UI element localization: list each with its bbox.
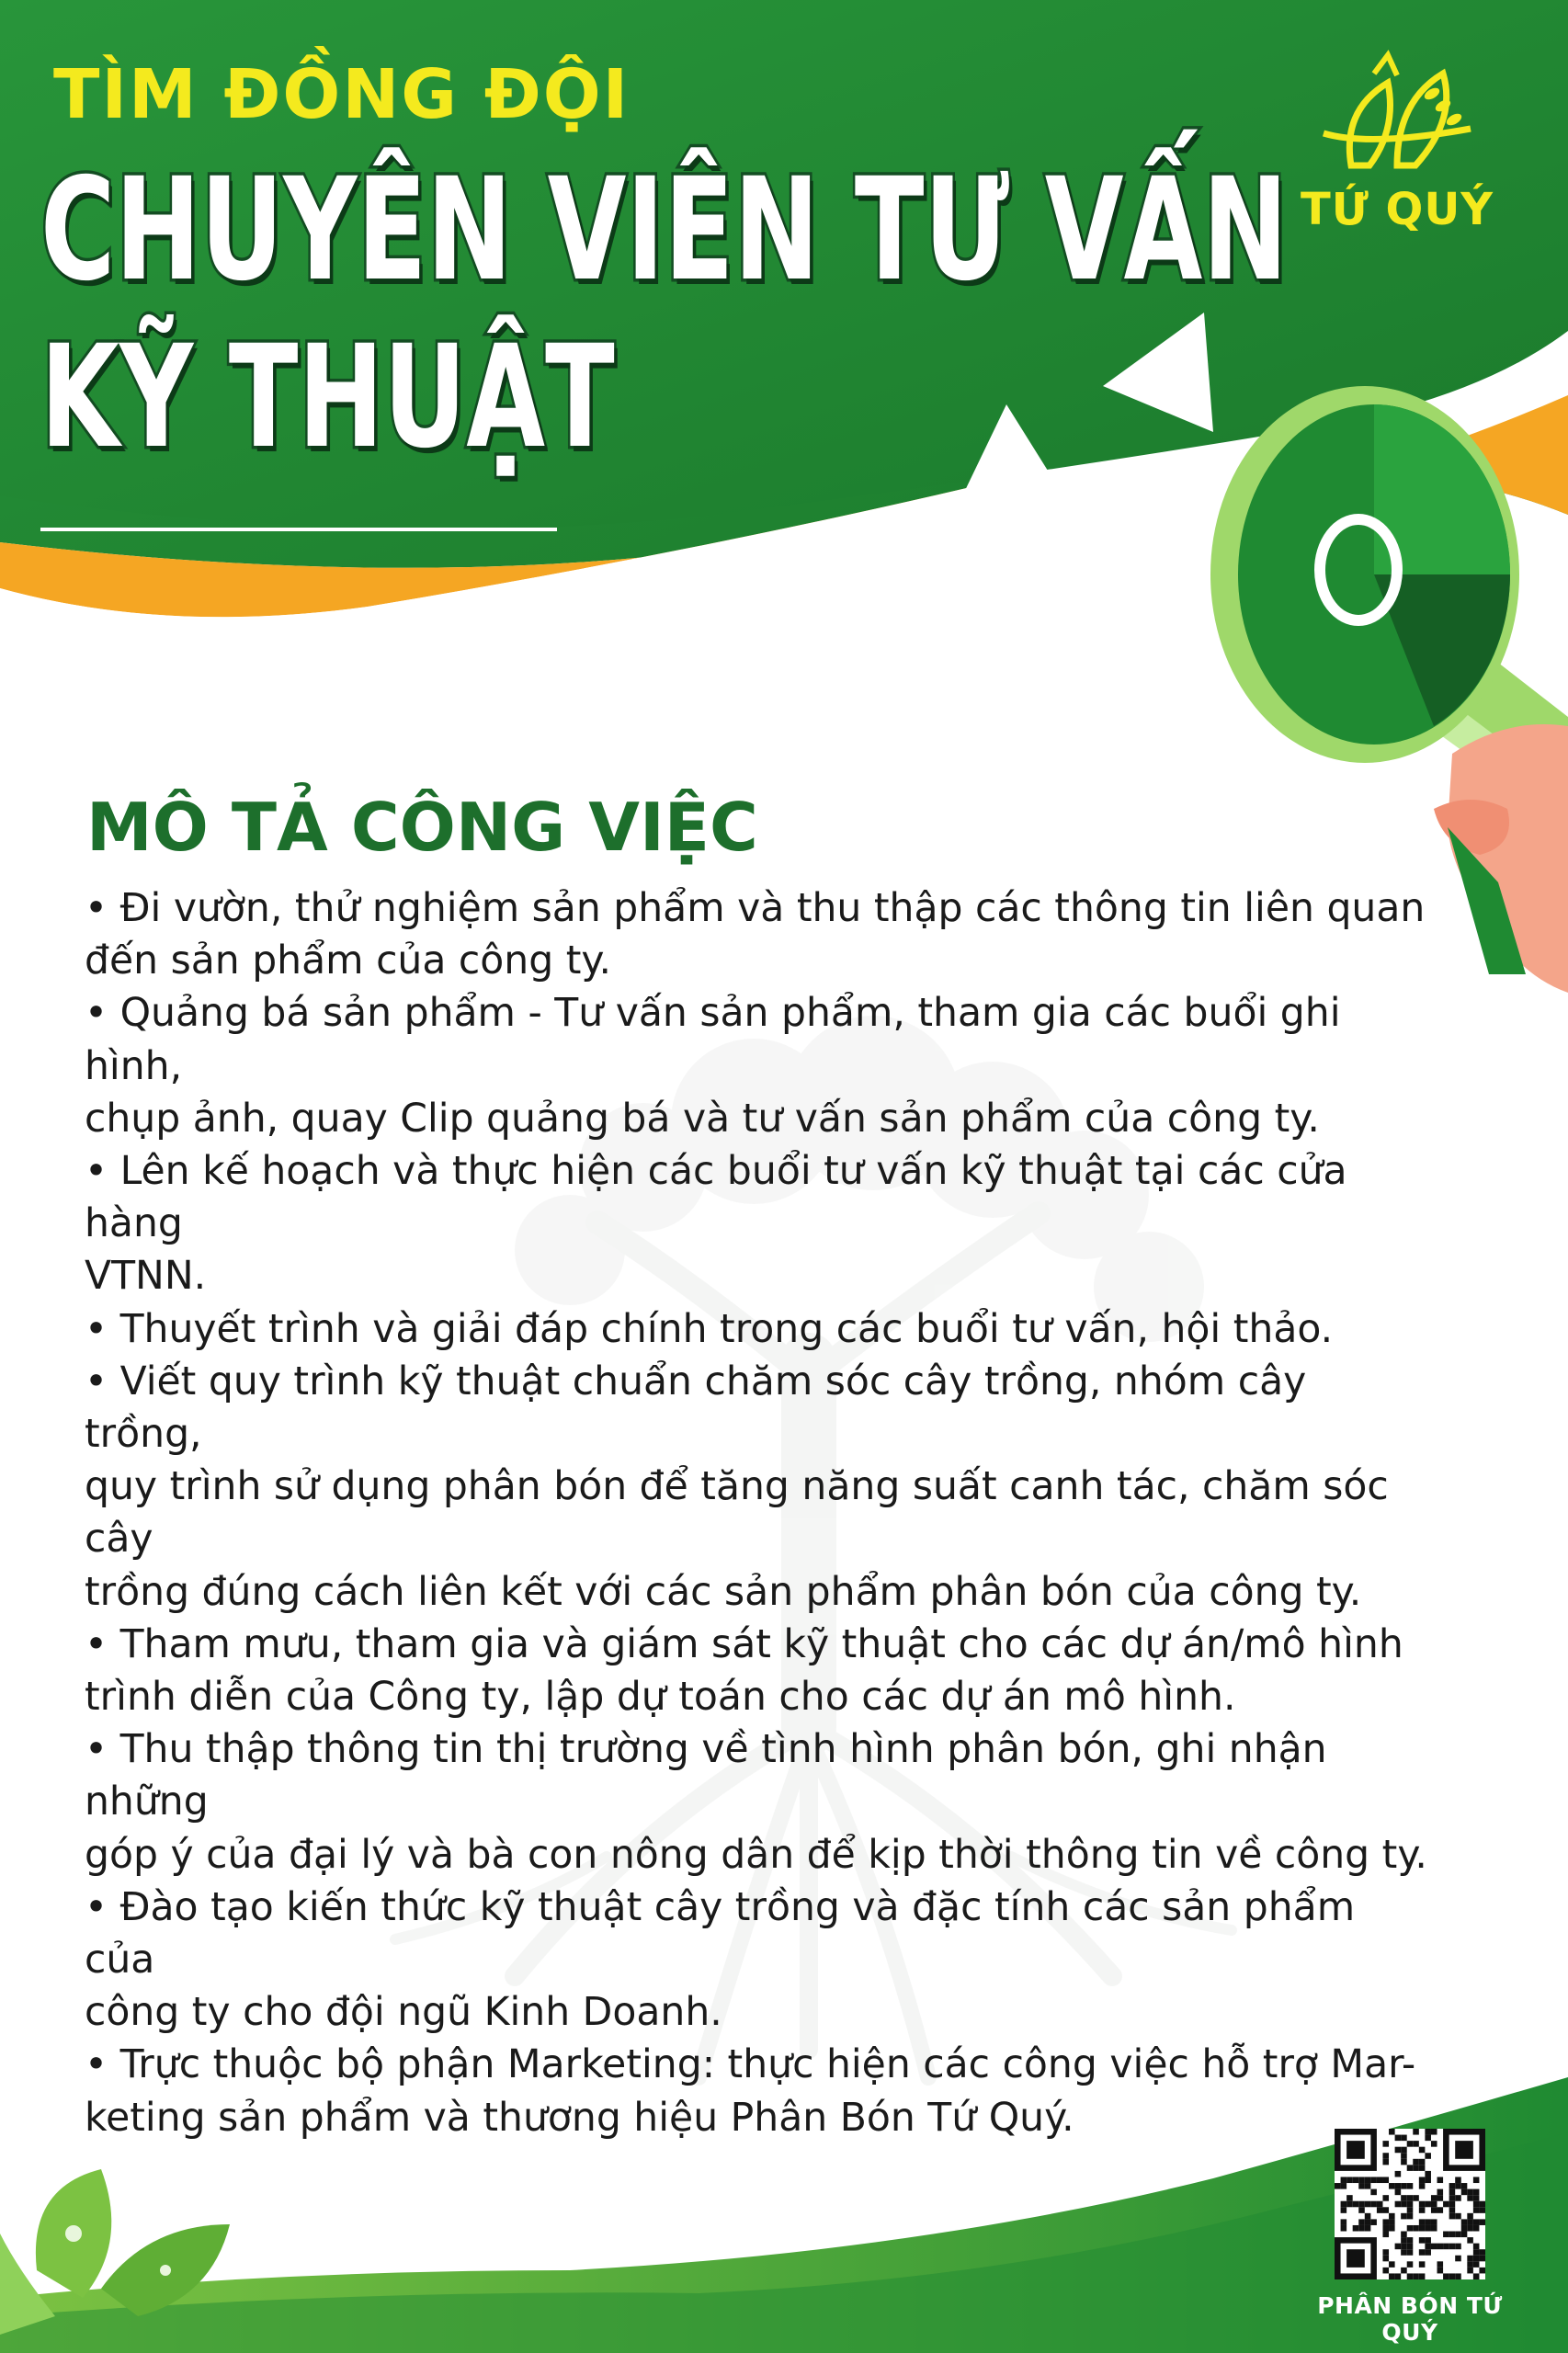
- brand-logo: [1287, 46, 1507, 239]
- duty-line: keting sản phẩm và thương hiệu Phân Bón Tứ Quý.: [85, 2095, 1074, 2141]
- title-underline: [40, 528, 557, 531]
- duty-line: đến sản phẩm của công ty.: [85, 938, 611, 984]
- duty-line: công ty cho đội ngũ Kinh Doanh.: [85, 1990, 722, 2036]
- duty-line: trình diễn của Công ty, lập dự toán cho các dự án mô hình.: [85, 1675, 1236, 1721]
- duty-line: • Tham mưu, tham gia và giám sát kỹ thuật cho các dự án/mô hình: [85, 1621, 1403, 1667]
- duty-line: • Đi vườn, thử nghiệm sản phẩm và thu thập các thông tin liên quan: [85, 886, 1426, 931]
- duty-line: VTNN.: [85, 1254, 207, 1300]
- qr-code[interactable]: [1335, 2129, 1485, 2279]
- job-title: [40, 147, 1288, 482]
- duty-line: • Quảng bá sản phẩm - Tư vấn sản phẩm, tham gia các buổi ghi hình,: [85, 991, 1341, 1089]
- job-title-line-1: CHUYÊN VIÊN TƯ VẤN: [40, 148, 1289, 313]
- duty-line: • Lên kế hoạch và thực hiện các buổi tư vấn kỹ thuật tại các cửa hàng: [85, 1149, 1347, 1247]
- duty-line: • Đào tạo kiến thức kỹ thuật cây trồng và đặc tính các sản phẩm của: [85, 1884, 1356, 1984]
- duty-line: chụp ảnh, quay Clip quảng bá và tư vấn sản phẩm của công ty.: [85, 1096, 1320, 1142]
- duty-line: • Viết quy trình kỹ thuật chuẩn chăm sóc cây trồng, nhóm cây trồng,: [85, 1358, 1307, 1458]
- hiring-kicker: TÌM ĐỒNG ĐỘI: [53, 55, 631, 134]
- duty-list: [85, 882, 1434, 2144]
- brand-name: TỨ QUÝ: [1300, 184, 1494, 235]
- duty-line: quy trình sử dụng phân bón để tăng năng suất canh tác, chăm sóc cây: [85, 1464, 1389, 1563]
- duty-line: • Thu thập thông tin thị trường về tình hình phân bón, ghi nhận những: [85, 1727, 1327, 1825]
- duty-line: góp ý của đại lý và bà con nông dân để kịp thời thông tin về công ty.: [85, 1832, 1427, 1878]
- hand-illustration: [1434, 724, 1568, 993]
- duty-line: • Trực thuộc bộ phận Marketing: thực hiện các công việc hỗ trợ Mar-: [85, 2042, 1416, 2088]
- job-title-line-2: KỸ THUẬT: [40, 315, 615, 480]
- section-heading: MÔ TẢ CÔNG VIỆC: [86, 789, 758, 866]
- leaf-logo-icon: [1287, 46, 1507, 184]
- qr-caption: PHÂN BÓN TỨ QUÝ: [1317, 2292, 1503, 2346]
- duty-line: trồng đúng cách liên kết với các sản phẩm phân bón của công ty.: [85, 1569, 1362, 1615]
- duty-line: • Thuyết trình và giải đáp chính trong các buổi tư vấn, hội thảo.: [85, 1306, 1334, 1352]
